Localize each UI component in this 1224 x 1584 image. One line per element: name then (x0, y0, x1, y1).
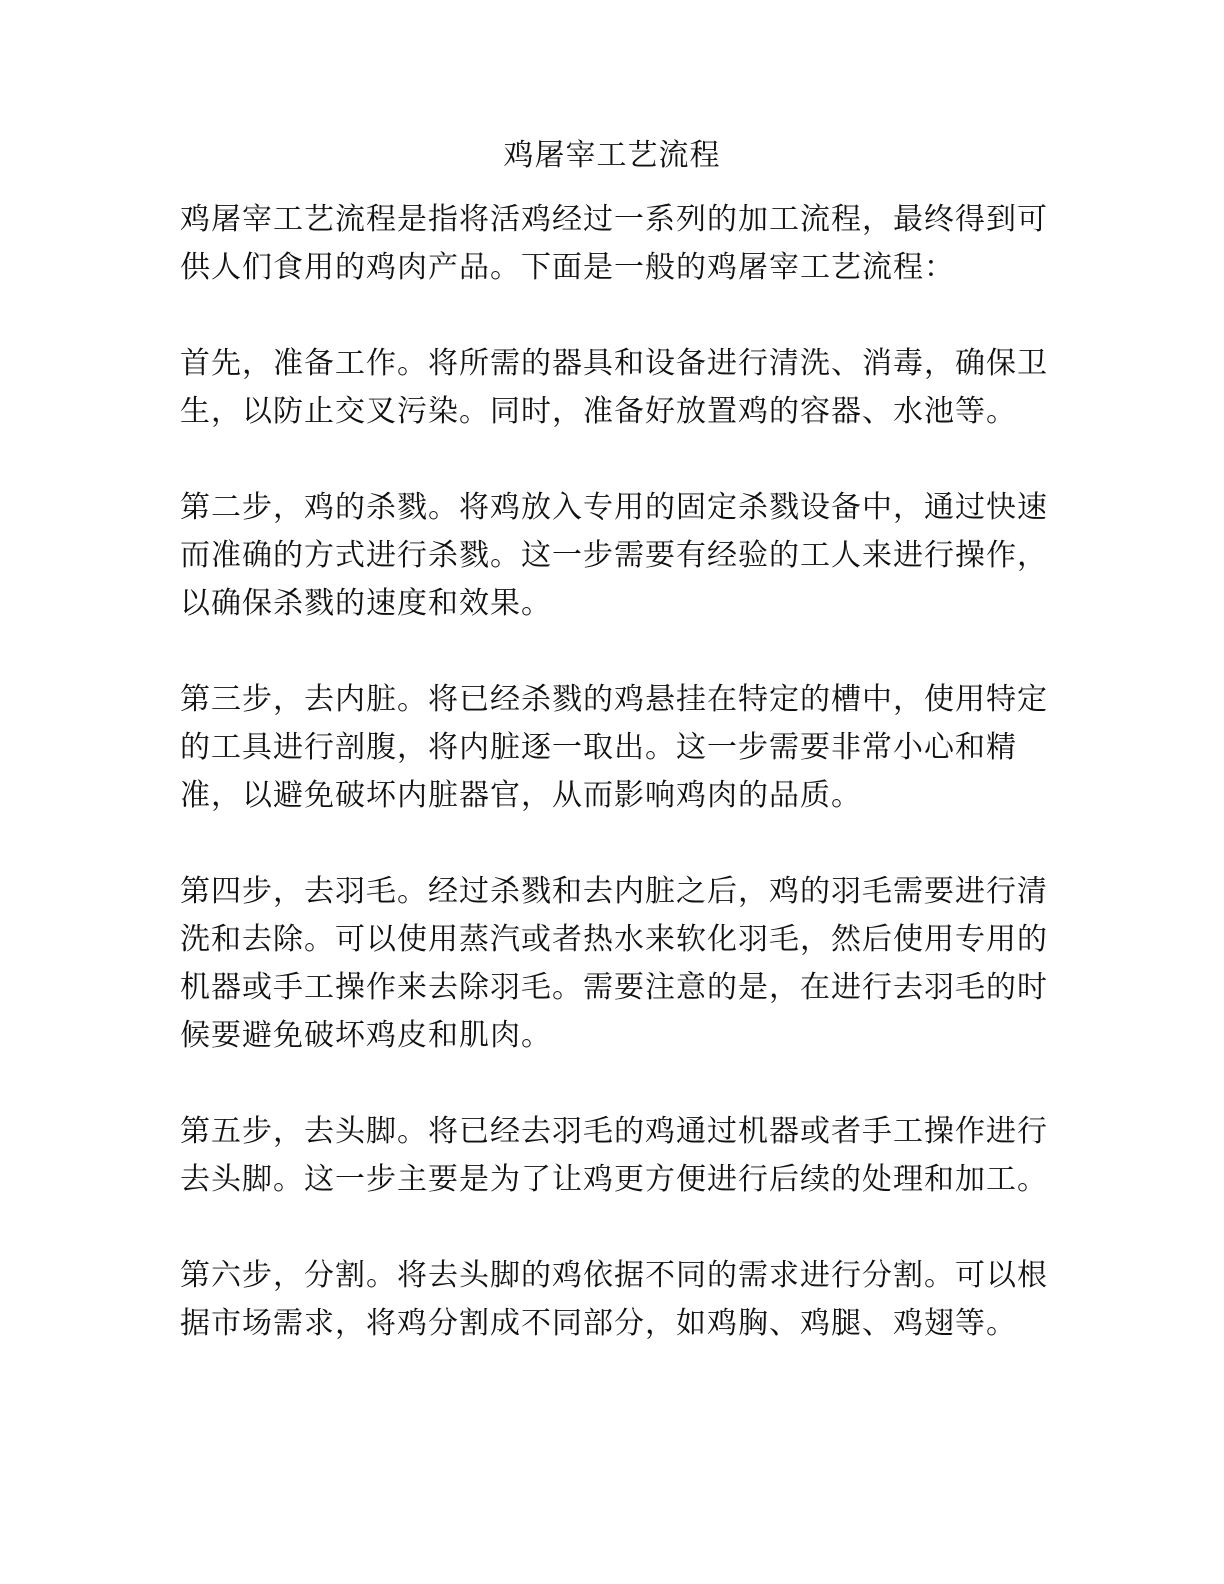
paragraph-step-3: 第三步，去内脏。将已经杀戮的鸡悬挂在特定的槽中，使用特定的工具进行剖腹，将内脏逐一取出。这一步需要非常小心和精准，以避免破坏内脏器官，从而影响鸡肉的品质。 (180, 682, 1048, 813)
paragraph-step-6: 第六步，分割。将去头脚的鸡依据不同的需求进行分割。可以根据市场需求，将鸡分割成不同部分，如鸡胸、鸡腿、鸡翅等。 (180, 1258, 1048, 1341)
paragraph-step-2: 第二步，鸡的杀戮。将鸡放入专用的固定杀戮设备中，通过快速而准确的方式进行杀戮。这一步需要有经验的工人来进行操作，以确保杀戮的速度和效果。 (180, 490, 1048, 621)
paragraph-intro: 鸡屠宰工艺流程是指将活鸡经过一系列的加工流程，最终得到可供人们食用的鸡肉产品。下面是一般的鸡屠宰工艺流程： (180, 202, 1048, 285)
document-body (180, 196, 1060, 1396)
paragraph-step-1: 首先，准备工作。将所需的器具和设备进行清洗、消毒，确保卫生，以防止交叉污染。同时，准备好放置鸡的容器、水池等。 (180, 346, 1048, 429)
document-title: 鸡屠宰工艺流程 (503, 138, 721, 173)
paragraph-step-4: 第四步，去羽毛。经过杀戮和去内脏之后，鸡的羽毛需要进行清洗和去除。可以使用蒸汽或者热水来软化羽毛，然后使用专用的机器或手工操作来去除羽毛。需要注意的是，在进行去羽毛的时候要避免破坏鸡皮和肌肉。 (180, 874, 1048, 1053)
paragraph-step-5: 第五步，去头脚。将已经去羽毛的鸡通过机器或者手工操作进行去头脚。这一步主要是为了让鸡更方便进行后续的处理和加工。 (180, 1114, 1048, 1197)
